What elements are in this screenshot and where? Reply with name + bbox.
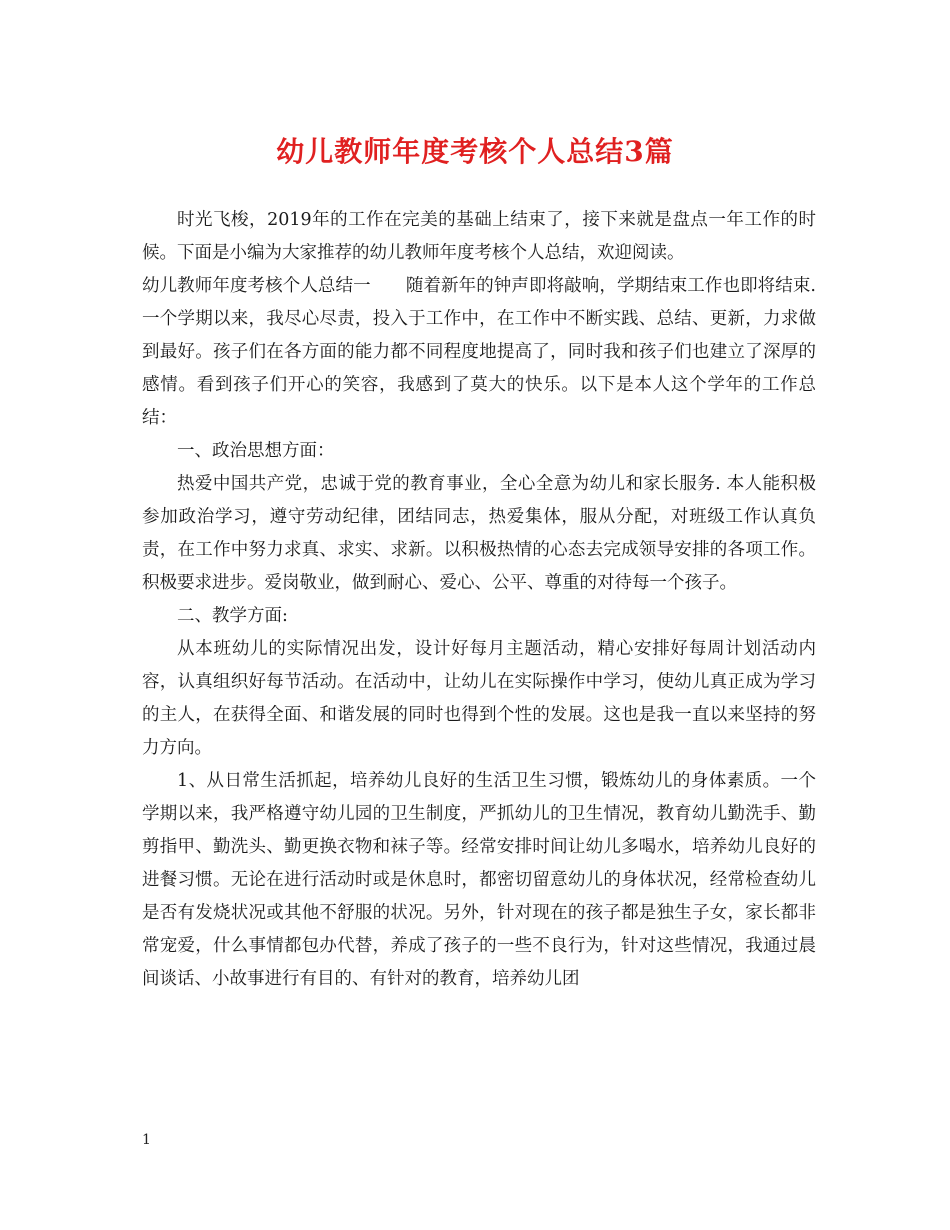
summary-one-paragraph: 幼儿教师年度考核个人总结一 随着新年的钟声即将敲响，学期结束工作也即将结束.一个学期以来，我尽心尽责，投入于工作中，在工作中不断实践、总结、更新，力求做到最好。孩子们在各方面的能力都不同程度地提高了，同时我和孩子们也建立了深厚的感情。看到孩子们开心的笑容，我感到了莫大的快乐。以下是本人这个学年的工作总结：: [142, 276, 816, 428]
document-title: 幼儿教师年度考核个人总结3篇: [276, 135, 674, 168]
intro-paragraph: 时光飞梭，2019年的工作在完美的基础上结束了，接下来就是盘点一年工作的时候。下面是小编为大家推荐的幼儿教师年度考核个人总结，欢迎阅读。: [142, 210, 816, 263]
document-body: [142, 204, 816, 996]
daily-life-paragraph: 1、从日常生活抓起，培养幼儿良好的生活卫生习惯，锻炼幼儿的身体素质。一个学期以来，我严格遵守幼儿园的卫生制度，严抓幼儿的卫生情况，教育幼儿勤洗手、勤剪指甲、勤洗头、勤更换衣物和袜子等。经常安排时间让幼儿多喝水，培养幼儿良好的进餐习惯。无论在进行活动时或是休息时，都密切留意幼儿的身体状况，经常检查幼儿是否有发烧状况或其他不舒服的状况。另外，针对现在的孩子都是独生子女，家长都非常宠爱，什么事情都包办代替，养成了孩子的一些不良行为，针对这些情况，我通过晨间谈话、小故事进行有目的、有针对的教育，培养幼儿团: [142, 771, 816, 989]
page-number: 1: [142, 1132, 151, 1148]
teaching-paragraph: 从本班幼儿的实际情况出发，设计好每月主题活动，精心安排好每周计划活动内容，认真组织好每节活动。在活动中，让幼儿在实际操作中学习，使幼儿真正成为学习的主人，在获得全面、和谐发展的同时也得到个性的发展。这也是我一直以来坚持的努力方向。: [142, 639, 816, 758]
section-heading-teaching: 二、教学方面:: [177, 606, 288, 626]
politics-paragraph: 热爱中国共产党，忠诚于党的教育事业，全心全意为幼儿和家长服务. 本人能积极参加政治学习，遵守劳动纪律，团结同志，热爱集体，服从分配，对班级工作认真负责，在工作中努力求真、求实、求新。以积极热情的心态去完成领导安排的各项工作。积极要求进步。爱岗敬业，做到耐心、爱心、公平、尊重的对待每一个孩子。: [142, 474, 816, 593]
section-heading-politics: 一、政治思想方面：: [177, 441, 335, 461]
